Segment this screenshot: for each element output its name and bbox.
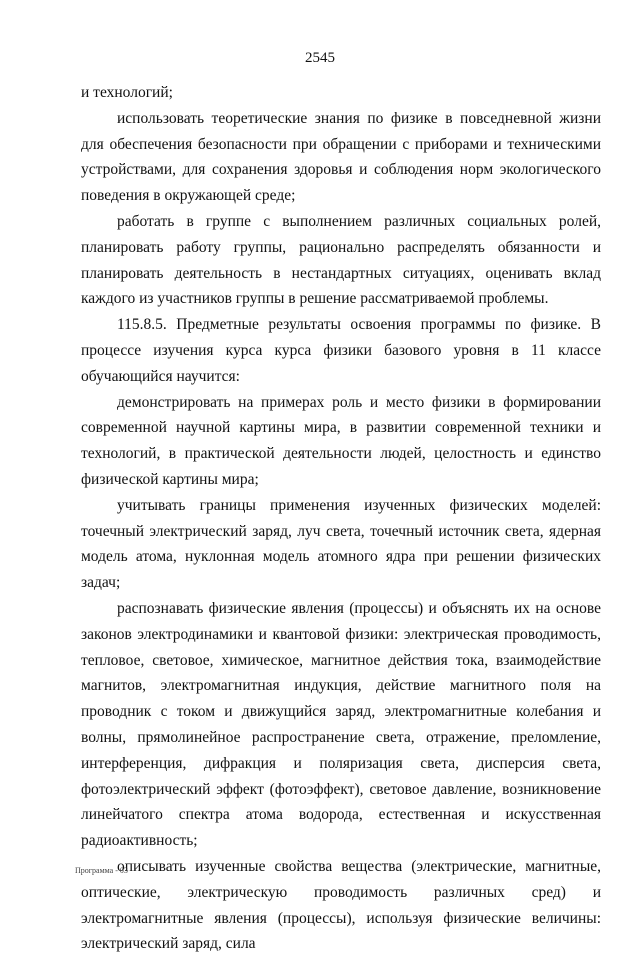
footer-label: Программа - 03 [75, 866, 128, 875]
document-body [81, 80, 601, 957]
paragraph: работать в группе с выполнением различных социальных ролей, планировать работу группы, рационально распределять обязанности и планировать деятельность в нестандартных ситуациях, оценивать вклад каждого из участников группы в решение рассматриваемой проблемы. [81, 212, 601, 308]
paragraph: распознавать физические явления (процессы) и объяснять их на основе законов электродинамики и квантовой физики: электрическая проводимость, тепловое, световое, химическое, магнитное действия тока, взаимодействие магнитов, электромагнитная индукция, действие магнитного поля на проводник с током и движущийся заряд, электромагнитные колебания и волны, прямолинейное распространение света, отражение, преломление, интерференция, дифракция и поляризация света, дисперсия света, фотоэлектрический эффект (фотоэффект), световое давление, возникновение линейчатого спектра атома водорода, естественная и искусственная радиоактивность; [81, 599, 601, 850]
paragraph: демонстрировать на примерах роль и место физики в формировании современной научной картины мира, в развитии современной техники и технологий, в практической деятельности людей, целостность и единство физической картины мира; [81, 393, 601, 488]
section-paragraph: 115.8.5. Предметные результаты освоения программы по физике. В процессе изучения курса курса физики базового уровня в 11 классе обучающийся научится: [81, 316, 601, 385]
paragraph: учитывать границы применения изученных физических моделей: точечный электрический заряд, луч света, точечный источник света, ядерная модель атома, нуклонная модель атомного ядра при решении физических задач; [81, 496, 601, 592]
page-number: 2545 [305, 50, 335, 66]
paragraph: описывать изученные свойства вещества (электрические, магнитные, оптические, электрическую проводимость различных сред) и электромагнитные явления (процессы), используя физические величины: электрический заряд, сила [81, 857, 601, 953]
paragraph-continuation: и технологий; [81, 84, 173, 101]
paragraph: использовать теоретические знания по физике в повседневной жизни для обеспечения безопасности при обращении с приборами и техническими устройствами, для сохранения здоровья и соблюдения норм экологического поведения в окружающей среде; [81, 109, 601, 205]
